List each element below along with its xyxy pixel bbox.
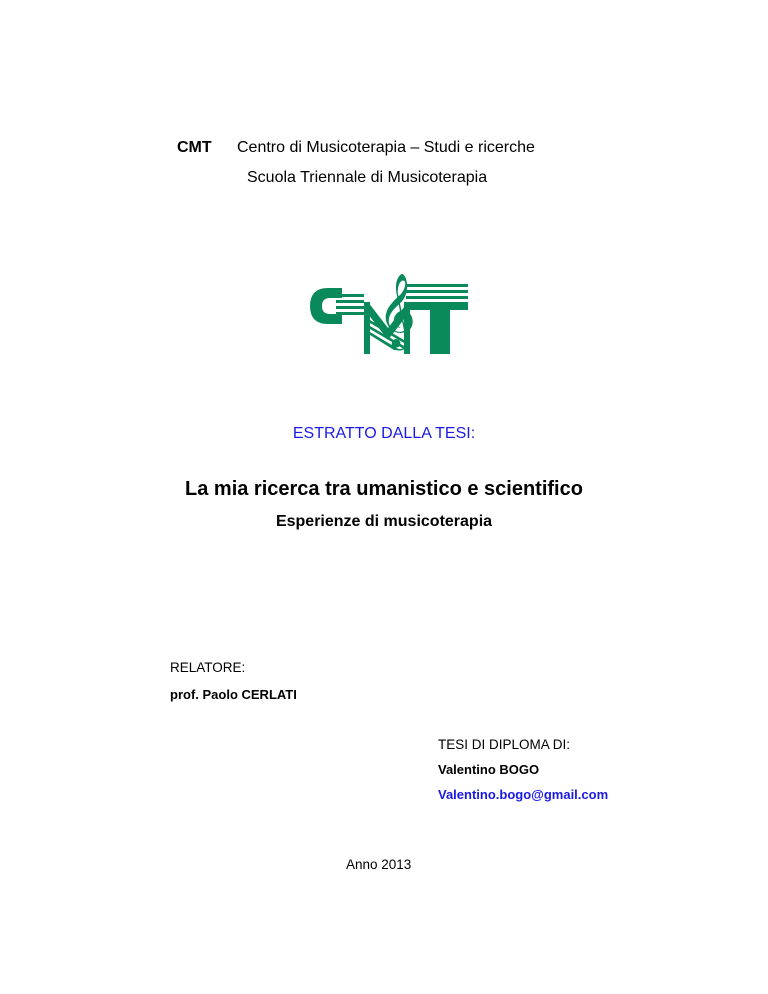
cmt-logo-graphic <box>304 262 470 354</box>
author-email-link[interactable]: Valentino.bogo@gmail.com <box>438 787 609 802</box>
diploma-thesis-label: TESI DI DIPLOMA DI: <box>438 737 571 752</box>
thesis-extract-label: ESTRATTO DALLA TESI: <box>292 425 476 442</box>
institution-abbreviation: CMT <box>177 139 212 156</box>
school-name: Scuola Triennale di Musicoterapia <box>247 169 488 186</box>
treble-clef-icon: 𝄞 <box>378 274 416 348</box>
author-name: Valentino BOGO <box>438 762 540 777</box>
cmt-logo <box>304 262 470 354</box>
relatore-label: RELATORE: <box>170 660 246 675</box>
thesis-subtitle: Esperienze di musicoterapia <box>275 513 493 530</box>
thesis-title: La mia ricerca tra umanistico e scientifico <box>185 478 583 500</box>
thesis-year: Anno 2013 <box>346 857 412 872</box>
relatore-name: prof. Paolo CERLATI <box>170 687 297 702</box>
institution-name: Centro di Musicoterapia – Studi e ricerche <box>237 139 535 156</box>
